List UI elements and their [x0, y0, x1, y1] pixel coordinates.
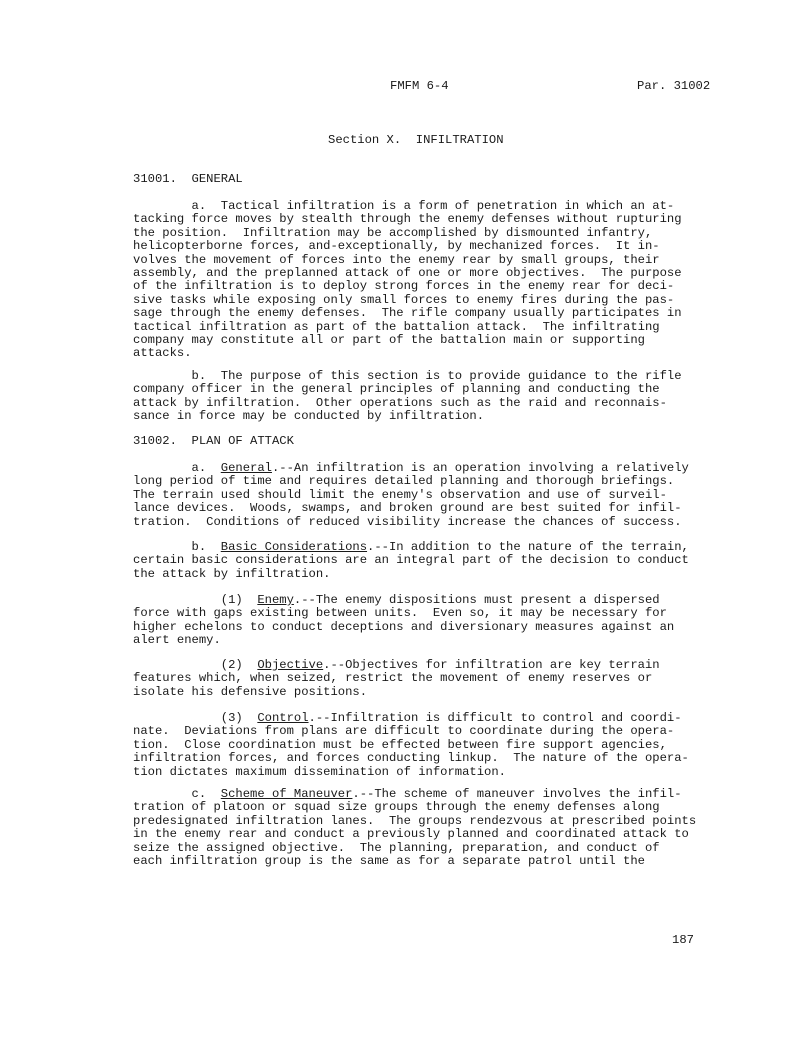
first-line-rest: .--In addition to the nature of the terrain, [367, 540, 689, 554]
text-line: the position. Infiltration may be accomplished by dismounted infantry, [133, 225, 653, 240]
page-number: 187 [672, 933, 694, 947]
text-line: tactical infiltration as part of the battalion attack. The infiltrating [133, 319, 660, 334]
paragraph-plan-c [133, 788, 733, 868]
text-line: attacks. [133, 346, 192, 361]
running-header-paragraph: Par. 31002 [637, 79, 711, 93]
text-line: each infiltration group is the same as for a separate patrol until the [133, 853, 645, 868]
paragraph-plan-b2 [133, 659, 733, 699]
paragraph-plan-b3 [133, 712, 733, 779]
first-line-rest: .--Infiltration is difficult to control and coordi- [308, 711, 682, 725]
item-prefix: b. [133, 540, 221, 554]
text-line: of the infiltration is to deploy strong forces in the enemy rear for deci- [133, 279, 675, 294]
text-line: force with gaps existing between units. Even so, it may be necessary for [133, 606, 667, 621]
text-line: seize the assigned objective. The planning, preparation, and conduct of [133, 840, 660, 855]
text-line: sance in force may be conducted by infiltration. [133, 409, 485, 424]
text-line: lance devices. Woods, swamps, and broken ground are best suited for infil- [133, 501, 682, 516]
first-line-rest: .--An infiltration is an operation involving a relatively [271, 461, 689, 475]
paragraph-general-b [133, 370, 733, 424]
text-line: alert enemy. [133, 633, 221, 648]
first-line-rest: .--Objectives for infiltration are key terrain [323, 658, 660, 672]
text-line: isolate his defensive positions. [133, 684, 368, 699]
text-line: features which, when seized, restrict the movement of enemy reserves or [133, 671, 653, 686]
text-line: the attack by infiltration. [133, 566, 331, 581]
text-line: nate. Deviations from plans are difficult to coordinate during the opera- [133, 724, 675, 739]
first-line [133, 594, 733, 607]
text-line: a. Tactical infiltration is a form of penetration in which an at- [133, 199, 675, 213]
subheading-objective: Objective [257, 658, 324, 672]
item-prefix: c. [133, 787, 221, 801]
item-prefix: (2) [133, 658, 258, 672]
text-line: long period of time and requires detailed planning and thorough briefings. [133, 474, 675, 489]
text-line: sive tasks while exposing only small forces to enemy fires during the pas- [133, 292, 675, 307]
subheading-control: Control [257, 711, 309, 725]
paragraph-plan-a [133, 462, 733, 529]
text-line: company officer in the general principles of planning and conducting the [133, 382, 660, 397]
text-line: infiltration forces, and forces conducting linkup. The nature of the opera- [133, 751, 689, 766]
heading-31001: 31001. GENERAL [133, 172, 243, 186]
first-line [133, 659, 733, 672]
text-line: company may constitute all or part of the battalion main or supporting [133, 332, 645, 347]
paragraph-plan-b1 [133, 594, 733, 648]
subheading-general: General [220, 461, 272, 475]
text-line: helicopterborne forces, and-exceptionally, by mechanized forces. It in- [133, 239, 660, 254]
text-line: The terrain used should limit the enemy's observation and use of surveil- [133, 487, 667, 502]
item-prefix: (3) [133, 711, 258, 725]
text-line: volves the movement of forces into the enemy rear by small groups, their [133, 252, 660, 267]
first-line [133, 541, 733, 554]
running-header-doc-id: FMFM 6-4 [390, 79, 449, 93]
subheading-scheme-of-maneuver: Scheme of Maneuver [220, 787, 353, 801]
first-line-rest: .--The enemy dispositions must present a dispersed [293, 593, 660, 607]
first-line [133, 788, 733, 801]
first-line [133, 712, 733, 725]
section-title: Section X. INFILTRATION [328, 133, 504, 147]
first-line-rest: .--The scheme of maneuver involves the infil- [352, 787, 682, 801]
text-line: tacking force moves by stealth through the enemy defenses without rupturing [133, 212, 682, 227]
subheading-basic-considerations: Basic Considerations [220, 540, 368, 554]
first-line [133, 462, 733, 475]
text-line: attack by infiltration. Other operations such as the raid and reconnais- [133, 395, 667, 410]
text-line: sage through the enemy defenses. The rifle company usually participates in [133, 306, 682, 321]
text-line: tion. Close coordination must be effected between fire support agencies, [133, 737, 667, 752]
text-line: in the enemy rear and conduct a previously planned and coordinated attack to [133, 827, 689, 842]
text-line: higher echelons to conduct deceptions and diversionary measures against an [133, 619, 675, 634]
item-prefix: a. [133, 461, 221, 475]
paragraph-general-a [133, 200, 733, 361]
subheading-enemy: Enemy [257, 593, 294, 607]
text-line: certain basic considerations are an integral part of the decision to conduct [133, 553, 689, 568]
text-line: tration. Conditions of reduced visibility increase the chances of success. [133, 514, 682, 529]
text-line: tion dictates maximum dissemination of information. [133, 764, 506, 779]
text-line: b. The purpose of this section is to provide guidance to the rifle [133, 369, 682, 383]
text-line: tration of platoon or squad size groups through the enemy defenses along [133, 800, 660, 815]
item-prefix: (1) [133, 593, 258, 607]
paragraph-plan-b [133, 541, 733, 581]
text-line: assembly, and the preplanned attack of one or more objectives. The purpose [133, 265, 682, 280]
heading-31002: 31002. PLAN OF ATTACK [133, 434, 294, 448]
text-line: predesignated infiltration lanes. The groups rendezvous at prescribed points [133, 813, 697, 828]
